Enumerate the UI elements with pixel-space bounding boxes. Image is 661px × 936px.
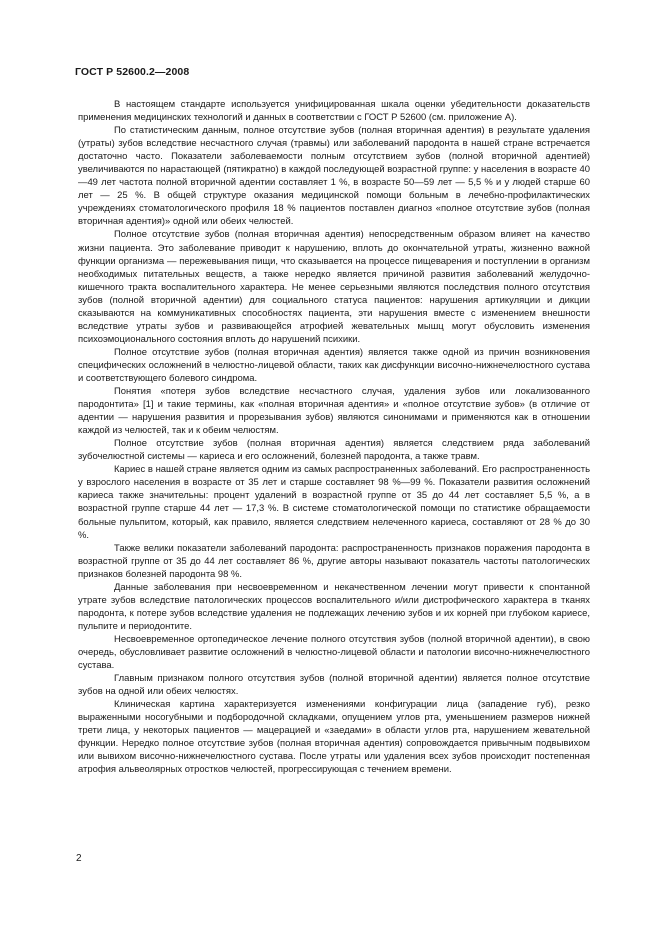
document-header: ГОСТ Р 52600.2—2008 bbox=[75, 66, 190, 78]
paragraph: По статистическим данным, полное отсутствие зубов (полная вторичная адентия) в результате удаления (утраты) зубов вследствие несчастного случая (травмы) или заболеваний пародонта в нашей стране встречается достаточно часто. Показатели заболеваемости полным отсутствием зубов (полной вторичной адентией) увеличиваются по нарастающей (пятикратно) в каждой последующей возрастной группе: у населения в возрасте 40—49 лет частота полной вторичной адентии составляет 1 %, в возрасте 50—59 лет — 5,5 % и у людей старше 60 лет — 25 %. В общей структуре оказания медицинской помощи больным в лечебно-профилактических учреждениях стоматологического профиля 18 % пациентов поставлен диагноз «полное отсутствие зубов (полная вторичная адентия)» одной или обеих челюстей. bbox=[78, 125, 590, 228]
paragraph: Данные заболевания при несвоевременном и некачественном лечении могут привести к спонтанной утрате зубов вследствие патологических процессов воспалительного и/или дистрофического характера в тканях пародонта, к потере зубов вследствие удаления не подлежащих лечению зубов и их корней при глубоком кариесе, пульпите и периодонтите. bbox=[78, 581, 590, 632]
paragraph: Полное отсутствие зубов (полная вторичная адентия) является следствием ряда заболеваний зубочелюстной системы — кариеса и его осложнений, болезней пародонта, а также травм. bbox=[78, 438, 590, 463]
paragraph: Понятия «потеря зубов вследствие несчастного случая, удаления зубов или локализованного пародонтита» [1] и такие термины, как «полная вторичная адентия» и «полное отсутствие зубов» (в отличие от адентии — нарушения развития и прорезывания зубов) являются синонимами и применяются как в отношении каждой из челюстей, так и к обеим челюстям. bbox=[78, 386, 590, 437]
paragraph: Кариес в нашей стране является одним из самых распространенных заболеваний. Его распространенность у взрослого населения в возрасте от 35 лет и старше составляет 98 %—99 %. Показатели развития осложнений кариеса также значительны: процент удалений в возрастной группе от 35 до 44 лет составляет 5,5 %, а в возрастной группе старше 44 лет — 17,3 %. В системе стоматологической помощи по статистике обращаемости больные пульпитом, который, как правило, является следствием нелеченного кариеса, составляют от 28 % до 30 %. bbox=[78, 464, 590, 541]
paragraph: Также велики показатели заболеваний пародонта: распространенность признаков поражения пародонта в возрастной группе от 35 до 44 лет составляет 86 %, другие авторы называют показатель частоты патологических признаков болезней пародонта 98 %. bbox=[78, 542, 590, 580]
paragraph: В настоящем стандарте используется унифицированная шкала оценки убедительности доказательств применения медицинских технологий и данных в соответствии с ГОСТ Р 52600 (см. приложение А). bbox=[78, 99, 590, 124]
paragraph: Полное отсутствие зубов (полная вторичная адентия) является также одной из причин возникновения специфических осложнений в челюстно-лицевой области, таких как дисфункции височно-нижнечелюстного сустава и соответствующего болевого синдрома. bbox=[78, 346, 590, 384]
paragraph: Полное отсутствие зубов (полная вторичная адентия) непосредственным образом влияет на качество жизни пациента. Это заболевание приводит к нарушению, вплоть до окончательной утраты, жизненно важной функции организма — пережевывания пищи, что сказывается на процессе пищеварения и поступлении в организм необходимых питательных веществ, а также нередко является причиной развития заболеваний желудочно-кишечного тракта воспалительного характера. Не менее серьезными являются последствия полного отсутствия зубов (полной вторичной адентии) для социального статуса пациентов: нарушения артикуляции и дикции сказываются на коммуникативных способностях пациента, эти нарушения вместе с изменением внешности вследствие утраты зубов и развивающейся атрофией жевательных мышц могут обусловить изменения психоэмоционального состояния вплоть до нарушений психики. bbox=[78, 229, 590, 345]
paragraph: Несвоевременное ортопедическое лечение полного отсутствия зубов (полной вторичной адентии), в свою очередь, обусловливает развитие осложнений в челюстно-лицевой области и патологии височно-нижнечелюстного сустава. bbox=[78, 633, 590, 672]
page-number: 2 bbox=[76, 853, 82, 864]
paragraph: Клиническая картина характеризуется изменениями конфигурации лица (западение губ), резко выраженными носогубными и подбородочной складками, опущением углов рта, уменьшением размеров нижней трети лица, у некоторых пациентов — мацерацией и «заедами» в области углов рта, нарушением жевательной функции. Нередко полное отсутствие зубов (полная вторичная адентия) сопровождается привычным подвывихом или вывихом височно-нижнечелюстного сустава. После утраты или удаления всех зубов происходит постепенная атрофия альвеолярных отростков челюстей, прогрессирующая с течением времени. bbox=[78, 699, 590, 776]
body-text bbox=[78, 98, 590, 776]
paragraph: Главным признаком полного отсутствия зубов (полной вторичной адентии) является полное отсутствие зубов на одной или обеих челюстях. bbox=[78, 673, 590, 698]
